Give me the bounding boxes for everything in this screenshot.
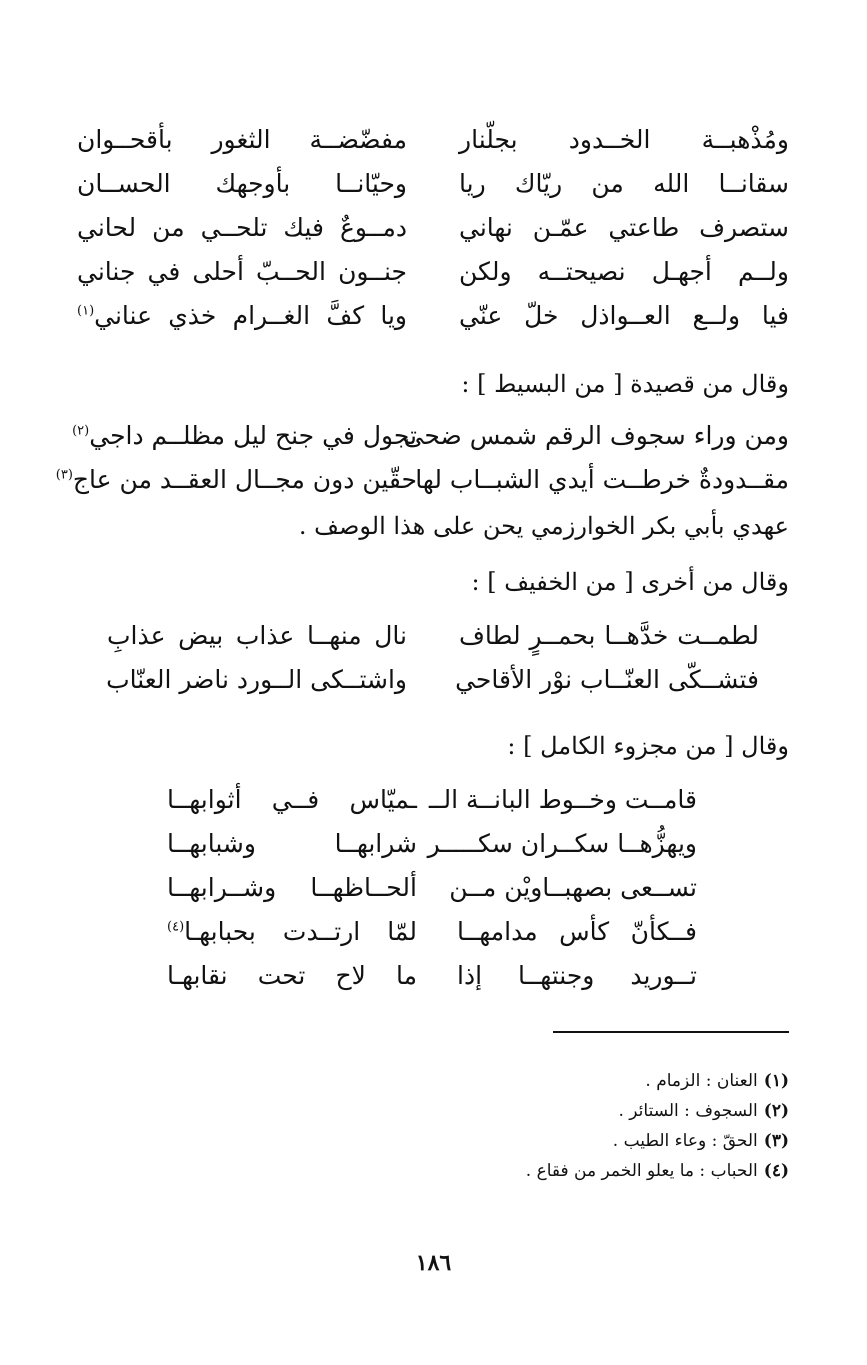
verse-line bbox=[167, 778, 697, 822]
verse-line bbox=[167, 910, 697, 954]
verse-line bbox=[77, 250, 789, 294]
poem-block-2 bbox=[55, 414, 789, 502]
verse-line bbox=[77, 294, 789, 338]
second-hemistich: حقّين دون مجــال العقــد من عاج$^{(٣)}$ bbox=[55, 465, 417, 494]
footnote-ref: (٤) bbox=[167, 919, 185, 935]
page-number: ١٨٦ bbox=[415, 1250, 452, 1276]
footnote bbox=[77, 1126, 789, 1156]
footnote-ref: (٢) bbox=[72, 423, 90, 439]
footnote-separator bbox=[553, 1031, 789, 1033]
poem-block-1 bbox=[77, 118, 789, 338]
section-intro-khafif: وقال من أخرى [ من الخفيف ] : bbox=[471, 568, 789, 596]
second-hemistich: شرابهــا وشبابهــا bbox=[167, 829, 417, 858]
second-hemistich: ويا كفَّ الغــرام خذي عناني$^{(١)}$ bbox=[77, 301, 407, 330]
second-hemistich: دمــوعٌ فيك تلحــي من لحاني bbox=[77, 213, 407, 242]
poem-block-4 bbox=[167, 778, 697, 998]
footnote-number: (٢) bbox=[763, 1101, 789, 1121]
verse-line bbox=[167, 866, 697, 910]
second-hemistich: واشتــكى الــورد ناضر العنّاب bbox=[106, 665, 407, 694]
second-hemistich: مفضّضــة الثغور بأقحــوان bbox=[77, 125, 407, 154]
verse-line bbox=[77, 118, 789, 162]
verse-line bbox=[107, 614, 759, 658]
first-hemistich: فــكأنّ كأس مدامهــا bbox=[457, 917, 697, 946]
first-hemistich: فتشــكّى العنّــاب نوْر الأقاحي bbox=[455, 665, 759, 694]
verse-line bbox=[77, 162, 789, 206]
footnote-ref: (١) bbox=[77, 303, 95, 319]
first-hemistich: فيا ولــع العــواذل خلّ عنّي bbox=[459, 301, 789, 330]
second-hemistich: ـميّاس فــي أثوابهــا bbox=[167, 785, 417, 814]
footnote-text: الحباب : ما يعلو الخمر من فقاع . bbox=[525, 1161, 758, 1181]
prose-comment: عهدي بأبي بكر الخوارزمي يحن على هذا الوصف . bbox=[298, 512, 789, 540]
verse-line bbox=[107, 658, 759, 702]
verse-line bbox=[167, 954, 697, 998]
first-hemistich: ولــم أجهـل نصيحتــه ولكن bbox=[459, 257, 789, 286]
verse-line bbox=[77, 206, 789, 250]
footnotes bbox=[77, 1066, 789, 1186]
footnote-text: العنان : الزمام . bbox=[645, 1071, 758, 1091]
first-hemistich: سقانــا الله من ريّاك ريا bbox=[459, 169, 789, 198]
second-hemistich: وحيّانــا بأوجهك الحســان bbox=[77, 169, 407, 198]
first-hemistich: تســعى بصهبــاويْن مــن bbox=[449, 873, 697, 902]
second-hemistich: ما لاح تحت نقابهـا bbox=[167, 961, 417, 990]
first-hemistich: ومن وراء سجوف الرقم شمس ضحى bbox=[403, 421, 789, 450]
footnote-number: (١) bbox=[763, 1071, 789, 1091]
second-hemistich: نال منهــا عذاب بيض عذابِ bbox=[107, 621, 407, 650]
section-intro-basit: وقال من قصيدة [ من البسيط ] : bbox=[461, 370, 789, 398]
section-intro-kamil: وقال [ من مجزوء الكامل ] : bbox=[507, 732, 789, 760]
verse-line bbox=[55, 458, 789, 502]
footnote-number: (٣) bbox=[763, 1131, 789, 1151]
first-hemistich: قامــت وخــوط البانــة الــ bbox=[428, 785, 697, 814]
first-hemistich: ومُذْهبــة الخــدود بجلّنار bbox=[459, 125, 789, 154]
footnote-text: السجوف : الستائر . bbox=[618, 1101, 758, 1121]
poem-block-3 bbox=[107, 614, 759, 702]
second-hemistich: جنــون الحــبّ أحلى في جناني bbox=[77, 257, 407, 286]
verse-line bbox=[72, 414, 789, 458]
second-hemistich: ألحــاظهــا وشــرابهــا bbox=[167, 873, 417, 902]
footnote-ref: (٣) bbox=[55, 467, 73, 483]
second-hemistich: لمّا ارتــدت بحبابهـا$^{(٤)}$ bbox=[167, 917, 417, 946]
footnote bbox=[77, 1066, 789, 1096]
second-hemistich: تجول في جنح ليل مظلــم داجي$^{(٢)}$ bbox=[72, 421, 417, 450]
first-hemistich: ويهزُّهــا سكــران سكـــــر bbox=[427, 829, 697, 858]
verse-line bbox=[167, 822, 697, 866]
footnote-text: الحقّ : وعاء الطيب . bbox=[612, 1131, 758, 1151]
first-hemistich: لطمــت خدَّهــا بحمــرٍ لطاف bbox=[459, 621, 759, 650]
footnote-number: (٤) bbox=[763, 1161, 789, 1181]
footnote bbox=[77, 1156, 789, 1186]
footnote bbox=[77, 1096, 789, 1126]
first-hemistich: مقــدودةٌ خرطــت أيدي الشبــاب لها bbox=[415, 465, 789, 494]
first-hemistich: تــوريد وجنتهــا إذا bbox=[457, 961, 697, 990]
first-hemistich: ستصرف طاعتي عمّـن نهاني bbox=[459, 213, 789, 242]
